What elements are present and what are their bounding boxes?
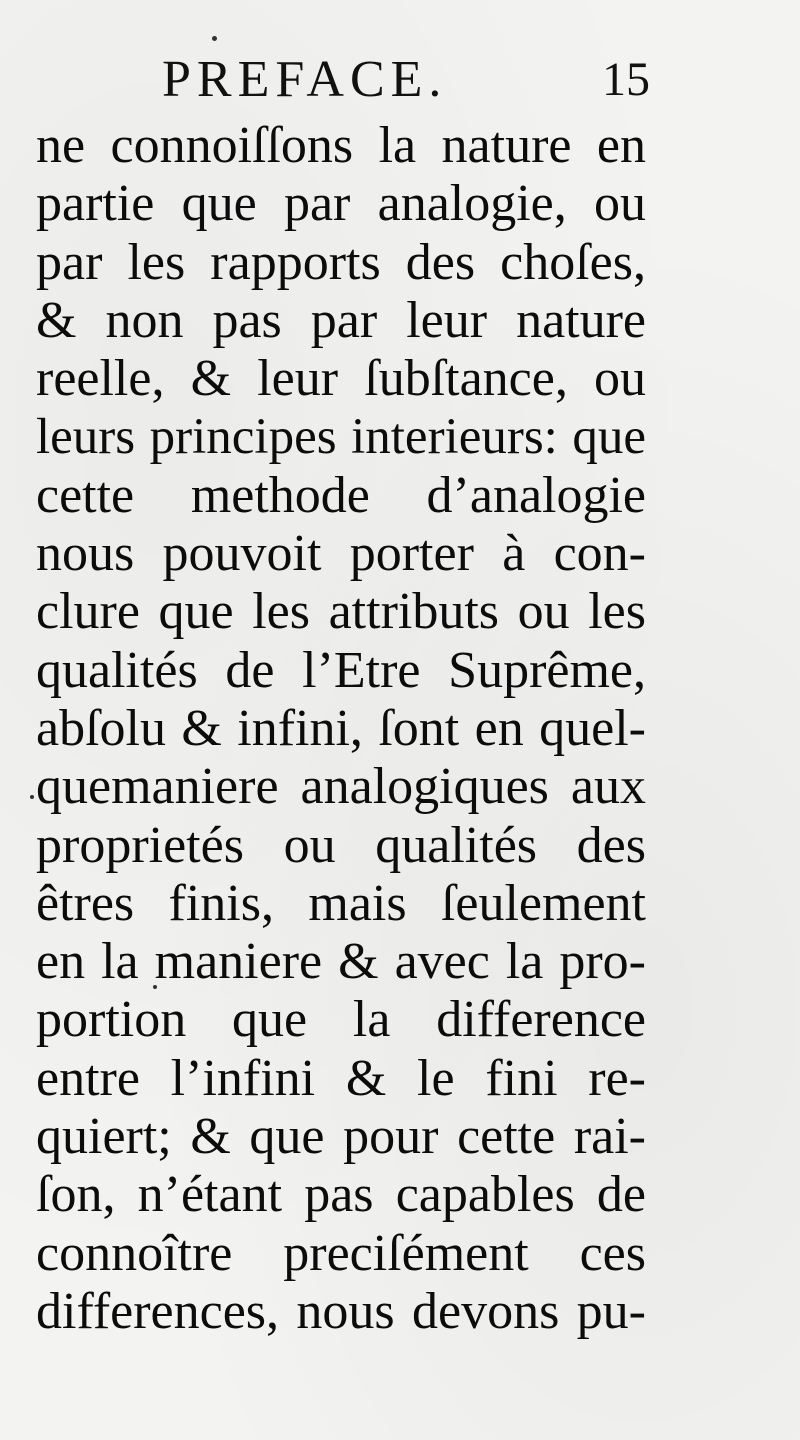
text-line: quiert; & que pour cette rai- [36,1108,646,1166]
text-line: abſolu & infini, ſont en quel- [36,699,646,757]
text-line: entre l’infini & le fini re- [36,1049,646,1107]
text-line: êtres finis, mais ſeulement [36,874,646,932]
page-number: 15 [602,53,650,106]
text-line: reelle, & leur ſubſtance, ou [36,350,646,408]
text-line: portion que la difference [36,991,646,1049]
text-line: en la maniere & avec la pro- [36,933,646,991]
text-line: proprietés ou qualités des [36,816,646,874]
body-text [36,117,646,1341]
text-line: leurs principes interieurs: que [36,409,646,466]
ink-speck [30,795,34,799]
running-title: PREFACE. [162,51,448,108]
text-line: cette methode d’analogie [36,466,646,524]
text-line: & non pas par leur nature [36,291,646,349]
text-line: quemaniere analogiques aux [36,758,646,816]
ink-speck [212,36,217,41]
text-line: clure que les attributs ou les [36,583,646,641]
text-line: connoître preciſément ces [36,1224,646,1282]
text-line: qualités de l’Etre Suprême, [36,641,646,699]
text-line: par les rapports des choſes, [36,233,646,291]
page-header [150,50,650,110]
text-line: ſon, n’étant pas capables de [36,1166,646,1224]
text-line: nous pouvoit porter à con- [36,525,646,583]
text-line: differences, nous devons pu- [36,1282,646,1340]
text-line: partie que par analogie, ou [36,175,646,233]
text-line: ne connoiſſons la nature en [36,117,646,174]
